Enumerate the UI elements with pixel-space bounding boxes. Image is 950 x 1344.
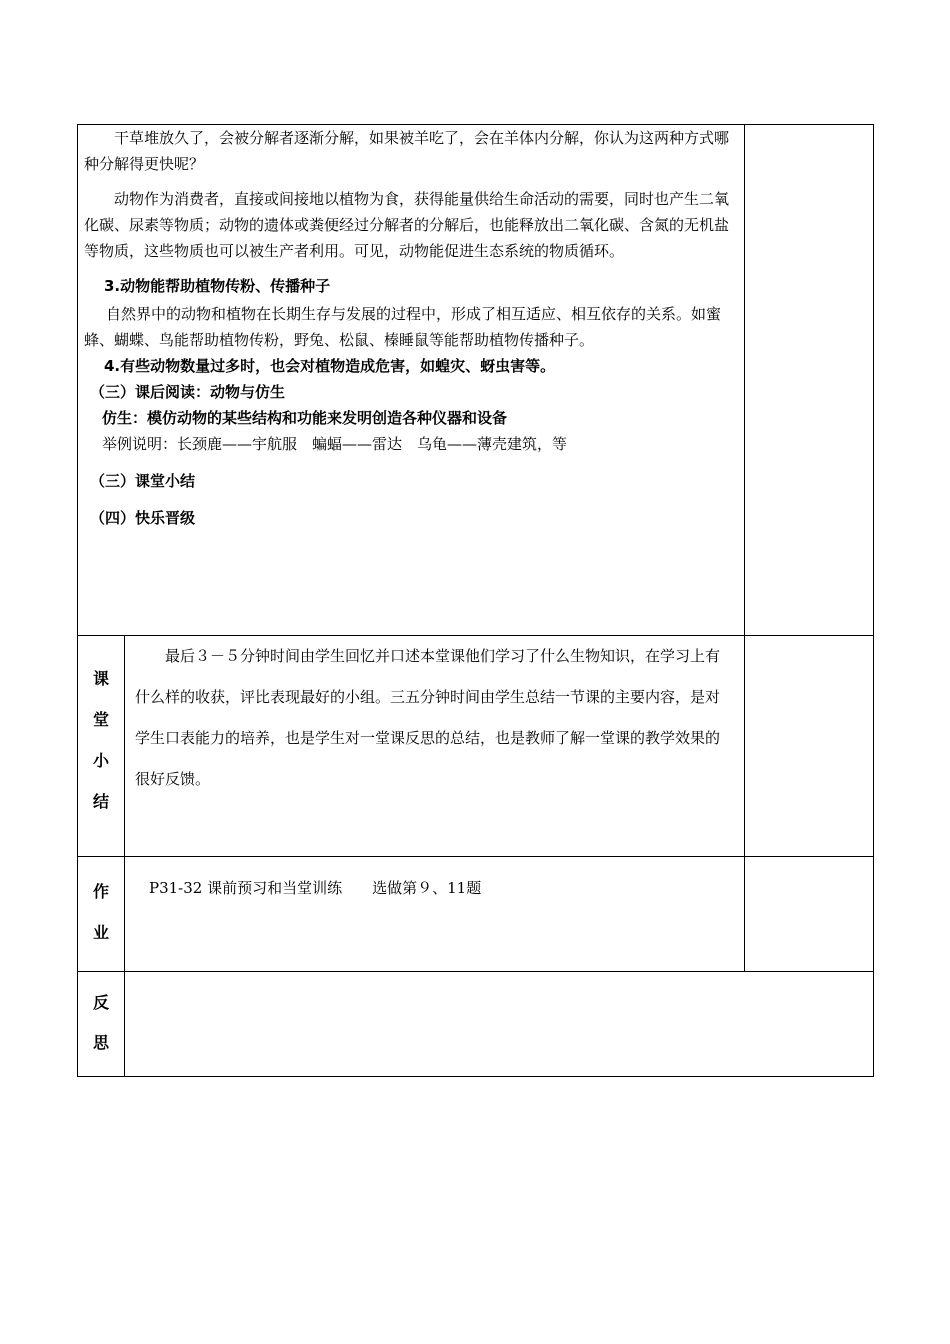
homework-row — [78, 857, 874, 972]
heading-summary: （三）课堂小结 — [90, 472, 196, 490]
reflection-row — [78, 972, 874, 1077]
content-cell — [78, 125, 745, 636]
homework-label — [78, 857, 125, 972]
homework-text-cell — [125, 857, 745, 972]
content-note-cell — [745, 125, 874, 636]
summary-note-cell — [745, 636, 874, 857]
summary-label-char: 课 — [92, 669, 109, 688]
summary-label-char: 堂 — [92, 710, 109, 729]
homework-label-char: 业 — [92, 923, 109, 942]
summary-label — [78, 636, 125, 857]
heading-advance: （四）快乐晋级 — [90, 509, 196, 527]
reflection-label-char: 反 — [92, 993, 109, 1012]
summary-label-char: 结 — [92, 792, 109, 811]
bionics-examples: 举例说明：长颈鹿——宇航服 蝙蝠——雷达 乌龟——薄壳建筑，等 — [102, 435, 568, 453]
homework-label-char: 作 — [92, 882, 109, 901]
reflection-label-char: 思 — [92, 1033, 109, 1052]
reflection-text-cell — [125, 972, 874, 1077]
para-pollination: 自然界中的动物和植物在长期生存与发展的过程中，形成了相互适应、相互依存的关系。如蜜蜂、蝴蝶、鸟能帮助植物传粉，野兔、松鼠、榛睡鼠等能帮助植物传播种子。 — [84, 305, 722, 349]
heading-pollination: 3.动物能帮助植物传粉、传播种子 — [104, 277, 331, 295]
summary-label-char: 小 — [92, 751, 109, 770]
homework-text: P31-32 课前预习和当堂训练 选做第９、11题 — [149, 879, 482, 897]
summary-text-cell — [125, 636, 745, 857]
para-decomposition-question: 干草堆放久了，会被分解者逐渐分解，如果被羊吃了，会在羊体内分解，你认为这两种方式哪种分解得更快呢？ — [84, 129, 730, 173]
summary-text: 最后３－５分钟时间由学生回忆并口述本堂课他们学习了什么生物知识，在学习上有什么样的收获，评比表现最好的小组。三五分钟时间由学生总结一节课的主要内容，是对学生口表能力的培养，也是学生对一堂课反思的总结，也是教师了解一堂课的教学效果的很好反馈。 — [135, 647, 721, 788]
heading-harm: 4.有些动物数量过多时，也会对植物造成危害，如蝗灾、蚜虫害等。 — [104, 357, 556, 375]
content-row — [78, 125, 874, 636]
para-material-cycle: 动物作为消费者，直接或间接地以植物为食，获得能量供给生命活动的需要，同时也产生二氧化碳、尿素等物质；动物的遗体或粪便经过分解者的分解后，也能释放出二氧化碳、含氮的无机盐等物质，这些物质也可以被生产者利用。可见，动物能促进生态系统的物质循环。 — [84, 190, 730, 260]
heading-reading: （三）课后阅读：动物与仿生 — [90, 383, 286, 401]
lesson-plan-table — [77, 124, 874, 1077]
bionics-definition: 仿生：模仿动物的某些结构和功能来发明创造各种仪器和设备 — [102, 409, 508, 427]
summary-row — [78, 636, 874, 857]
reflection-label — [78, 972, 125, 1077]
homework-note-cell — [745, 857, 874, 972]
